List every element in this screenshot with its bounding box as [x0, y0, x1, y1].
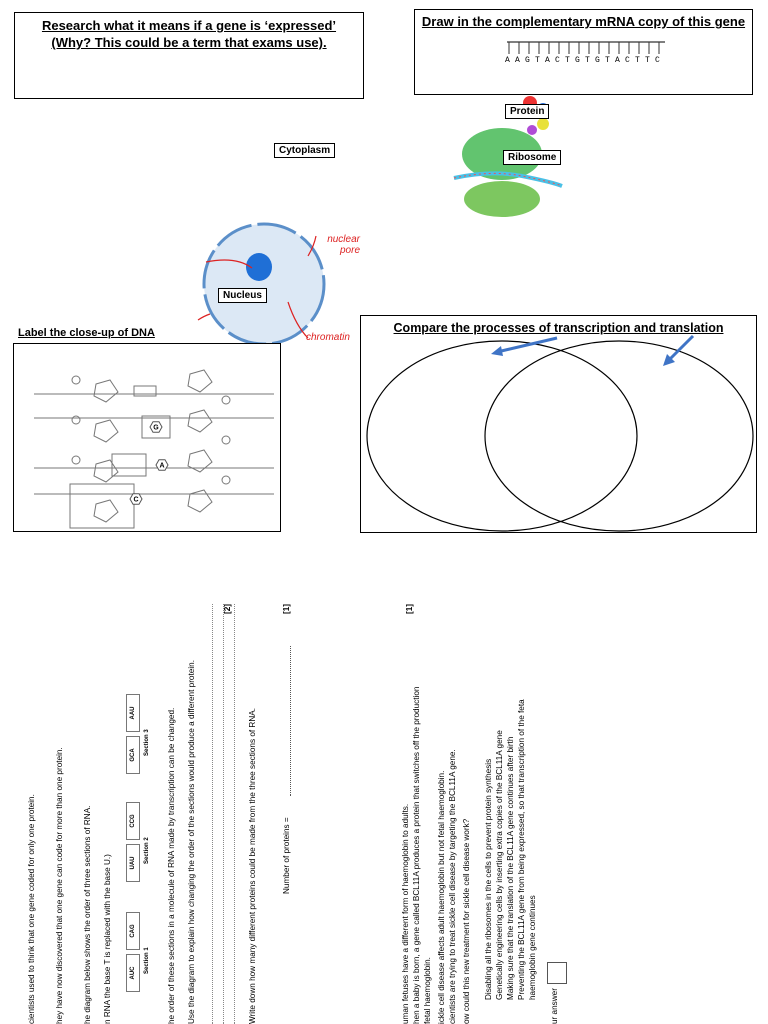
gene-base: G — [525, 56, 530, 65]
section-label: Section 2 — [144, 837, 150, 864]
mrna-task-box — [414, 9, 753, 95]
gene-base: C — [655, 56, 660, 65]
gene-base: A — [515, 56, 520, 65]
gene-base: T — [535, 56, 540, 65]
rna-sections — [126, 604, 166, 1024]
expressed-task-line1: Research what it means if a gene is ‘expressed’ — [41, 18, 337, 33]
exam2-line-2: hen a baby is born, a gene called BCL11A produces a protein that switches off the production — [412, 686, 421, 1024]
base-letter: G — [153, 424, 159, 432]
gene-base: A — [545, 56, 550, 65]
codon-box: GCA — [126, 736, 140, 774]
exam2-line-1: uman fetuses have a different form of haemoglobin to adults. — [401, 803, 410, 1024]
nucleus-label: Nucleus — [218, 288, 267, 303]
option-c[interactable]: Making sure that the translation of the BCL11A gene continues after birth — [506, 736, 515, 1000]
section-label: Section 1 — [144, 947, 150, 974]
exam1-line-2: hey have now discovered that one gene can code for more than one protein. — [55, 747, 64, 1024]
cytoplasm-label: Cytoplasm — [274, 143, 335, 158]
marks-label: [2] — [223, 604, 232, 615]
number-of-proteins-field[interactable] — [281, 646, 291, 796]
protein-label: Protein — [505, 104, 549, 119]
gene-base: G — [595, 56, 600, 65]
answer-lines — [202, 604, 213, 1024]
venn-task-box — [360, 315, 757, 533]
exam2-line-5: cientists are trying to treat sickle cell disease by targeting the BCL11A gene. — [448, 749, 457, 1024]
codon-box: CCG — [126, 802, 140, 840]
codon-box: UAU — [126, 844, 140, 882]
exam2-line-3: fetal haemoglobin. — [423, 957, 432, 1024]
gene-base: A — [615, 56, 620, 65]
exam-question-2 — [400, 604, 571, 1024]
base-letter: A — [159, 462, 165, 470]
option-a[interactable]: Disabling all the ribosomes in the cells to prevent protein synthesis — [484, 758, 493, 1000]
mrna-task-title: Draw in the complementary mRNA copy of this gene — [421, 14, 746, 29]
your-answer-label: ur answer — [550, 988, 559, 1024]
gene-base: T — [605, 56, 610, 65]
base-letter: C — [133, 496, 139, 504]
codon-box: CAG — [126, 912, 140, 950]
expressed-task-box — [14, 12, 364, 99]
gene-base-sequence — [503, 56, 673, 68]
gene-base: T — [565, 56, 570, 65]
gene-base: A — [505, 56, 510, 65]
nuclear-pore-label: nuclear pore — [327, 234, 360, 256]
exam1-line-1: cientists used to think that one gene coded for only one protein. — [27, 794, 36, 1024]
exam1-line-5: he order of these sections in a molecule of RNA made by transcription can be changed. — [167, 707, 176, 1024]
dna-nucleotide-diagram — [14, 344, 280, 531]
number-of-proteins-label: Number of proteins = — [282, 817, 291, 894]
exam1-line-7: Write down how many different proteins could be made from the three sections of RNA. — [248, 708, 257, 1024]
exam1-line-6: Use the diagram to explain how changing the order of the sections would produce a different protein. — [187, 660, 196, 1024]
answer-box[interactable] — [547, 962, 567, 984]
exam1-line-3: he diagram below shows the order of three sections of RNA. — [83, 805, 92, 1024]
gene-base: C — [555, 56, 560, 65]
venn-task-title: Compare the processes of transcription and translation — [393, 321, 724, 335]
exam-question-1 — [26, 604, 293, 1024]
exam1-line-4: n RNA the base T is replaced with the base U.) — [103, 854, 112, 1024]
ribosome-label: Ribosome — [503, 150, 561, 165]
gene-base: T — [645, 56, 650, 65]
venn-circle-translation — [485, 341, 753, 531]
codon-box: AAU — [126, 694, 140, 732]
section-label: Section 3 — [144, 729, 150, 756]
venn-diagram — [361, 316, 756, 532]
marks-label: [1] — [282, 604, 291, 615]
chromatin-label: chromatin — [306, 332, 350, 343]
gene-base: T — [585, 56, 590, 65]
marks-label: [1] — [405, 604, 414, 615]
option-b[interactable]: Genetically engineering cells by inserting extra copies of the BCL11A gene — [495, 730, 504, 1000]
gene-base: G — [575, 56, 580, 65]
gene-base: T — [635, 56, 640, 65]
exam2-line-4: ickle cell disease affects adult haemoglobin but not fetal haemoglobin. — [437, 770, 446, 1024]
option-d-cont: haemoglobin gene continues — [528, 895, 537, 1000]
expressed-task-line2: (Why? This could be a term that exams use). — [51, 35, 327, 50]
option-d[interactable]: Preventing the BCL11A gene from being expressed, so that transcription of the feta — [517, 699, 526, 1000]
codon-box: AUC — [126, 954, 140, 992]
dna-closeup-box — [13, 343, 281, 532]
dna-task-title: Label the close-up of DNA — [18, 327, 155, 339]
venn-circle-transcription — [367, 341, 637, 531]
ribosome-small-subunit — [464, 181, 540, 217]
exam2-line-6: ow could this new treatment for sickle cell disease work? — [462, 818, 471, 1024]
gene-base: C — [625, 56, 630, 65]
